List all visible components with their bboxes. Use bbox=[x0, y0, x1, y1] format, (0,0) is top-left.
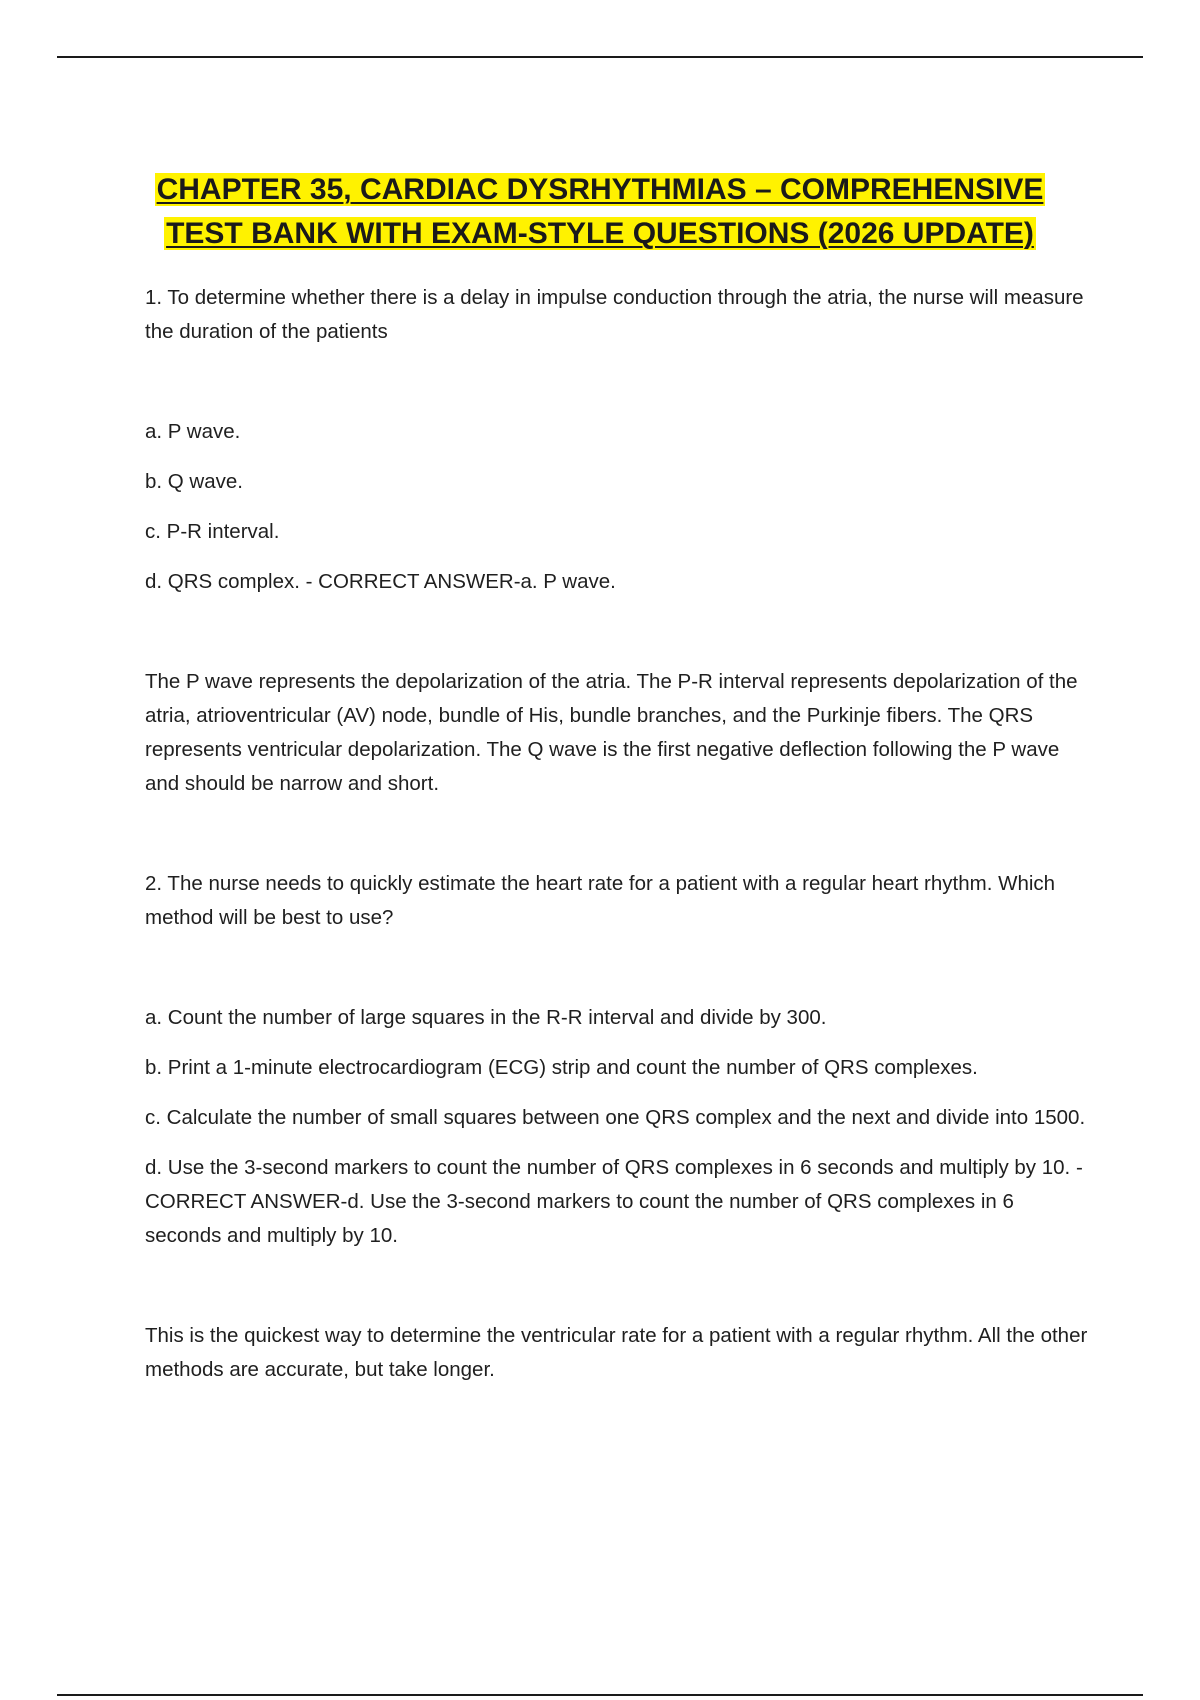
answer-option: c. Calculate the number of small squares between one QRS complex and the next and divide into 1500. bbox=[145, 1106, 1086, 1129]
title-line-1: CHAPTER 35, CARDIAC DYSRHYTHMIAS – COMPREHENSIVE bbox=[156, 173, 1044, 207]
question-2 bbox=[145, 867, 1095, 1387]
question-stem: 1. To determine whether there is a delay in impulse conduction through the atria, the nurse will measure the duration of the patients bbox=[145, 286, 1084, 343]
header-rule bbox=[57, 56, 1143, 58]
document-body bbox=[145, 281, 1095, 1453]
answer-option: a. P wave. bbox=[145, 420, 241, 443]
document-title bbox=[57, 168, 1143, 256]
question-stem: 2. The nurse needs to quickly estimate the heart rate for a patient with a regular heart rhythm. Which method will be best to use? bbox=[145, 872, 1056, 929]
footer-rule bbox=[57, 1694, 1143, 1696]
answer-option: a. Count the number of large squares in the R-R interval and divide by 300. bbox=[145, 1006, 827, 1029]
rationale: The P wave represents the depolarization of the atria. The P-R interval represents depolarization of the atria, atrioventricular (AV) node, bundle of His, bundle branches, and the Purkinje fibers. The QRS represents ventricular depolarization. The Q wave is the first negative deflection following the P wave and should be narrow and short. bbox=[145, 670, 1078, 795]
answer-option: c. P-R interval. bbox=[145, 520, 280, 543]
question-1 bbox=[145, 281, 1095, 801]
answer-option: d. Use the 3-second markers to count the number of QRS complexes in 6 seconds and multiply by 10. - CORRECT ANSWER-d. Use the 3-second markers to count the number of QRS complexes in 6 seconds and multiply by 10. bbox=[145, 1156, 1083, 1247]
answer-option: b. Q wave. bbox=[145, 470, 243, 493]
answer-option: b. Print a 1-minute electrocardiogram (ECG) strip and count the number of QRS complexes. bbox=[145, 1056, 978, 1079]
title-line-2: TEST BANK WITH EXAM-STYLE QUESTIONS (2026 UPDATE) bbox=[166, 217, 1034, 251]
answer-option: d. QRS complex. - CORRECT ANSWER-a. P wave. bbox=[145, 570, 616, 593]
rationale: This is the quickest way to determine the ventricular rate for a patient with a regular rhythm. All the other methods are accurate, but take longer. bbox=[145, 1324, 1088, 1381]
